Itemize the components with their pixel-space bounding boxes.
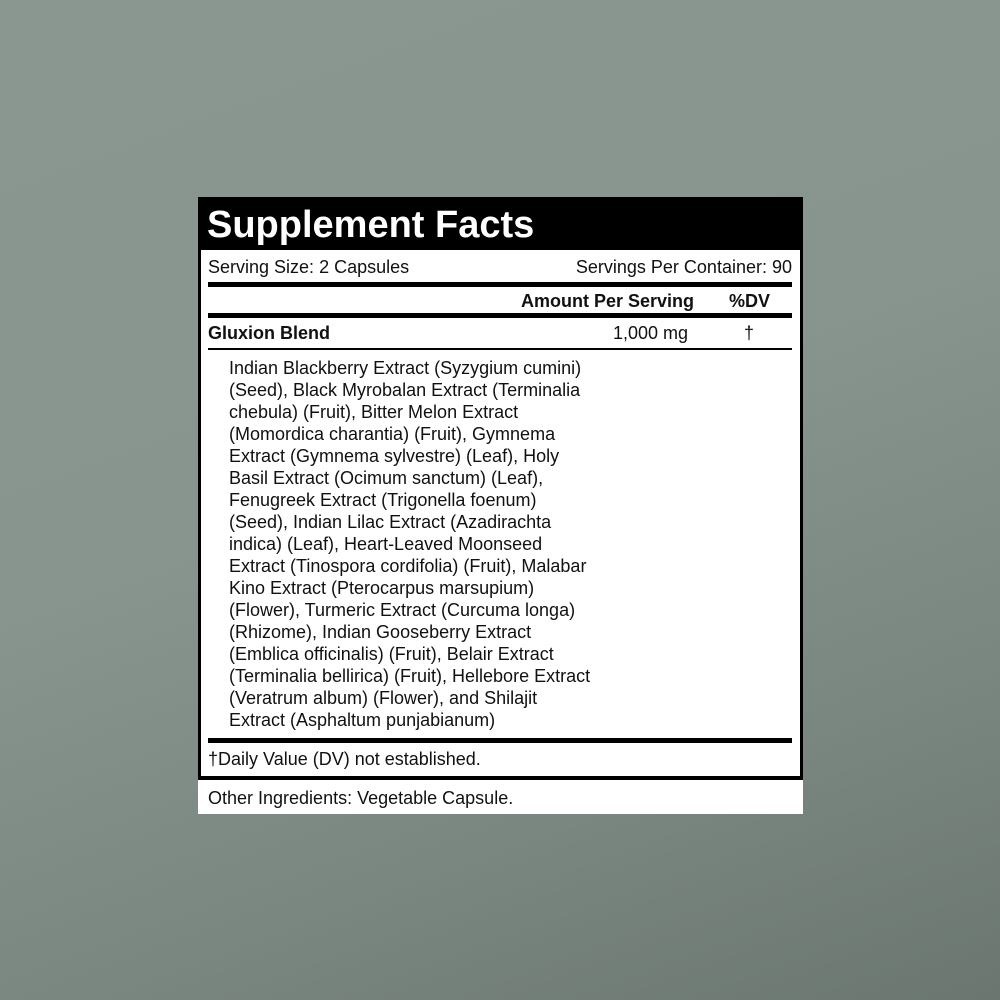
blend-name: Gluxion Blend bbox=[208, 323, 331, 343]
serving-size-label: Serving Size: bbox=[208, 256, 315, 277]
supplement-facts-label bbox=[198, 197, 803, 814]
facts-body bbox=[201, 250, 800, 776]
blend-ingredients: Indian Blackberry Extract (Syzygium cumini) (Seed), Black Myrobalan Extract (Terminalia chebula) (Fruit), Bitter Melon Extract (Momordica charantia) (Fruit), Gymnema Extract (Gymnema sylvestre) (Leaf), Holy Basil Extract (Ocimum sanctum) (Leaf), Fenugreek Extract (Trigonella foenum) (Seed), Indian Lilac Extract (Azadirachta indica) (Leaf), Heart-Leaved Moonseed Extract (Tinospora cordifolia) (Fruit), Malabar Kino Extract (Pterocarpus marsupium) (Flower), Turmeric Extract (Curcuma longa) (Rhizome), Indian Gooseberry Extract (Emblica officinalis) (Fruit), Belair Extract (Terminalia bellirica) (Fruit), Hellebore Extract (Veratrum album) (Flower), and Shilajit Extract (Asphaltum punjabianum) bbox=[229, 358, 591, 730]
dv-header: %DV bbox=[729, 291, 771, 311]
serving-size-value: 2 Capsules bbox=[319, 256, 410, 277]
blend-dv: † bbox=[744, 323, 755, 343]
facts-panel bbox=[198, 197, 803, 780]
amount-per-serving-header: Amount Per Serving bbox=[521, 291, 695, 311]
blend-amount: 1,000 mg bbox=[613, 323, 689, 343]
servings-per-container-label: Servings Per Container: bbox=[575, 256, 767, 277]
servings-per-container bbox=[576, 257, 792, 278]
serving-info-row bbox=[208, 250, 792, 282]
other-ingredients: Other Ingredients: Vegetable Capsule. bbox=[208, 788, 514, 808]
servings-per-container-value: 90 bbox=[771, 256, 792, 277]
blend-row bbox=[208, 318, 792, 348]
column-header-row bbox=[208, 287, 792, 313]
dv-footnote: †Daily Value (DV) not established. bbox=[208, 749, 481, 769]
facts-title: Supplement Facts bbox=[201, 200, 800, 250]
serving-size bbox=[208, 257, 409, 278]
